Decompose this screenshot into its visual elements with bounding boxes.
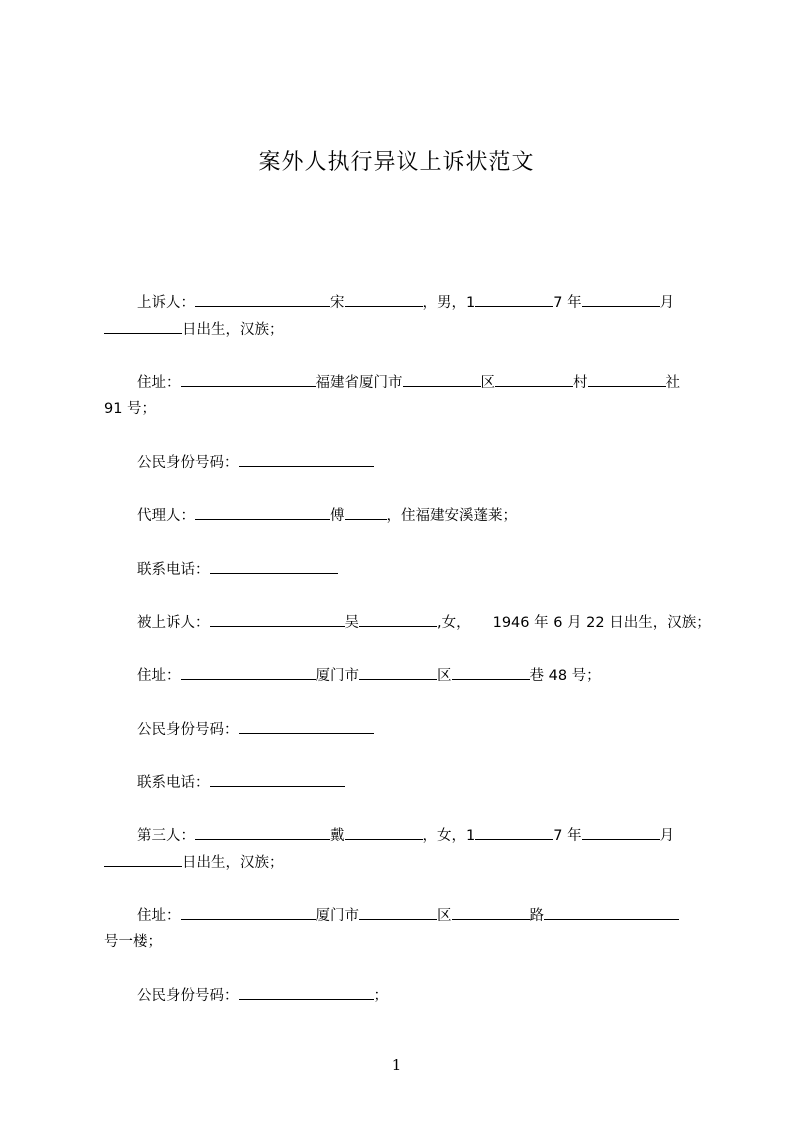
blank (582, 825, 660, 840)
blank (345, 825, 423, 840)
respondent-birth: 1946 年 6 月 22 日出生，汉族； (492, 615, 711, 631)
appellant-surname: 宋 (330, 295, 345, 311)
address-district: 区 (480, 375, 495, 391)
blank (544, 905, 679, 920)
blank (181, 665, 316, 680)
blank (495, 372, 573, 387)
third-party-year: 7 年 (553, 828, 582, 844)
blank (345, 292, 423, 307)
appellant-gender: ，男，1 (422, 295, 476, 311)
blank (452, 665, 530, 680)
third-party-month: 月 (659, 828, 675, 844)
blank (239, 719, 374, 734)
address-floor: 号一楼； (104, 934, 162, 950)
address-city: 福建省厦门市 (315, 375, 403, 391)
phone-label: 联系电话： (137, 562, 210, 578)
blank (239, 452, 374, 467)
blank (195, 825, 330, 840)
third-party-address-line-2 (104, 932, 162, 952)
appellant-address-line (137, 372, 680, 393)
blank (210, 612, 345, 627)
third-party-id-line (137, 985, 388, 1006)
respondent-gender: ,女， (437, 615, 471, 631)
third-party-line (137, 825, 674, 846)
page-number: 1 (391, 1056, 402, 1074)
address-village: 村 (573, 375, 588, 391)
respondent-line (137, 612, 711, 633)
respondent-label: 被上诉人： (137, 615, 210, 631)
agent-label: 代理人： (137, 508, 195, 524)
third-party-address-line (137, 905, 679, 926)
address-community: 社 (665, 375, 680, 391)
blank (475, 292, 553, 307)
appellant-year: 7 年 (553, 295, 582, 311)
blank (403, 372, 481, 387)
blank (181, 905, 316, 920)
agent-line (137, 505, 517, 526)
address-label: 住址： (137, 668, 181, 684)
blank (104, 852, 182, 867)
id-label: 公民身份号码： (137, 455, 239, 471)
address-district: 区 (437, 908, 452, 924)
respondent-surname: 吴 (344, 615, 359, 631)
blank (181, 372, 316, 387)
appellant-label: 上诉人： (137, 295, 195, 311)
blank (452, 905, 530, 920)
appellant-line (137, 292, 674, 313)
appellant-line-2 (104, 319, 284, 340)
address-label: 住址： (137, 908, 181, 924)
agent-residence: ，住福建安溪蓬莱； (386, 508, 517, 524)
address-number: 91 号； (104, 401, 157, 417)
address-lane: 巷 48 号； (529, 668, 601, 684)
blank (345, 505, 387, 520)
appellant-born: 日出生，汉族； (182, 322, 284, 338)
blank (104, 319, 182, 334)
address-district: 区 (437, 668, 452, 684)
phone-label: 联系电话： (137, 775, 210, 791)
address-city: 厦门市 (315, 908, 359, 924)
blank (239, 985, 374, 1000)
id-label: 公民身份号码： (137, 988, 239, 1004)
appellant-month: 月 (659, 295, 675, 311)
address-city: 厦门市 (315, 668, 359, 684)
third-party-surname: 戴 (330, 828, 345, 844)
id-end: ； (373, 988, 388, 1004)
agent-surname: 傅 (330, 508, 345, 524)
address-road: 路 (529, 908, 544, 924)
blank (475, 825, 553, 840)
blank (210, 772, 345, 787)
appellant-address-line-2 (104, 399, 156, 419)
appellant-id-line (137, 452, 374, 473)
blank (210, 559, 338, 574)
address-label: 住址： (137, 375, 181, 391)
id-label: 公民身份号码： (137, 722, 239, 738)
blank (359, 665, 437, 680)
blank (359, 612, 437, 627)
third-party-gender: ，女，1 (422, 828, 476, 844)
respondent-id-line (137, 719, 374, 740)
third-party-born: 日出生，汉族； (182, 855, 284, 871)
third-party-line-2 (104, 852, 284, 873)
respondent-address-line (137, 665, 601, 686)
respondent-phone-line (137, 772, 345, 793)
document-title: 案外人执行异议上诉状范文 (258, 150, 535, 175)
agent-phone-line (137, 559, 338, 580)
blank (582, 292, 660, 307)
blank (195, 292, 330, 307)
blank (588, 372, 666, 387)
blank (359, 905, 437, 920)
third-party-label: 第三人： (137, 828, 195, 844)
blank (195, 505, 330, 520)
